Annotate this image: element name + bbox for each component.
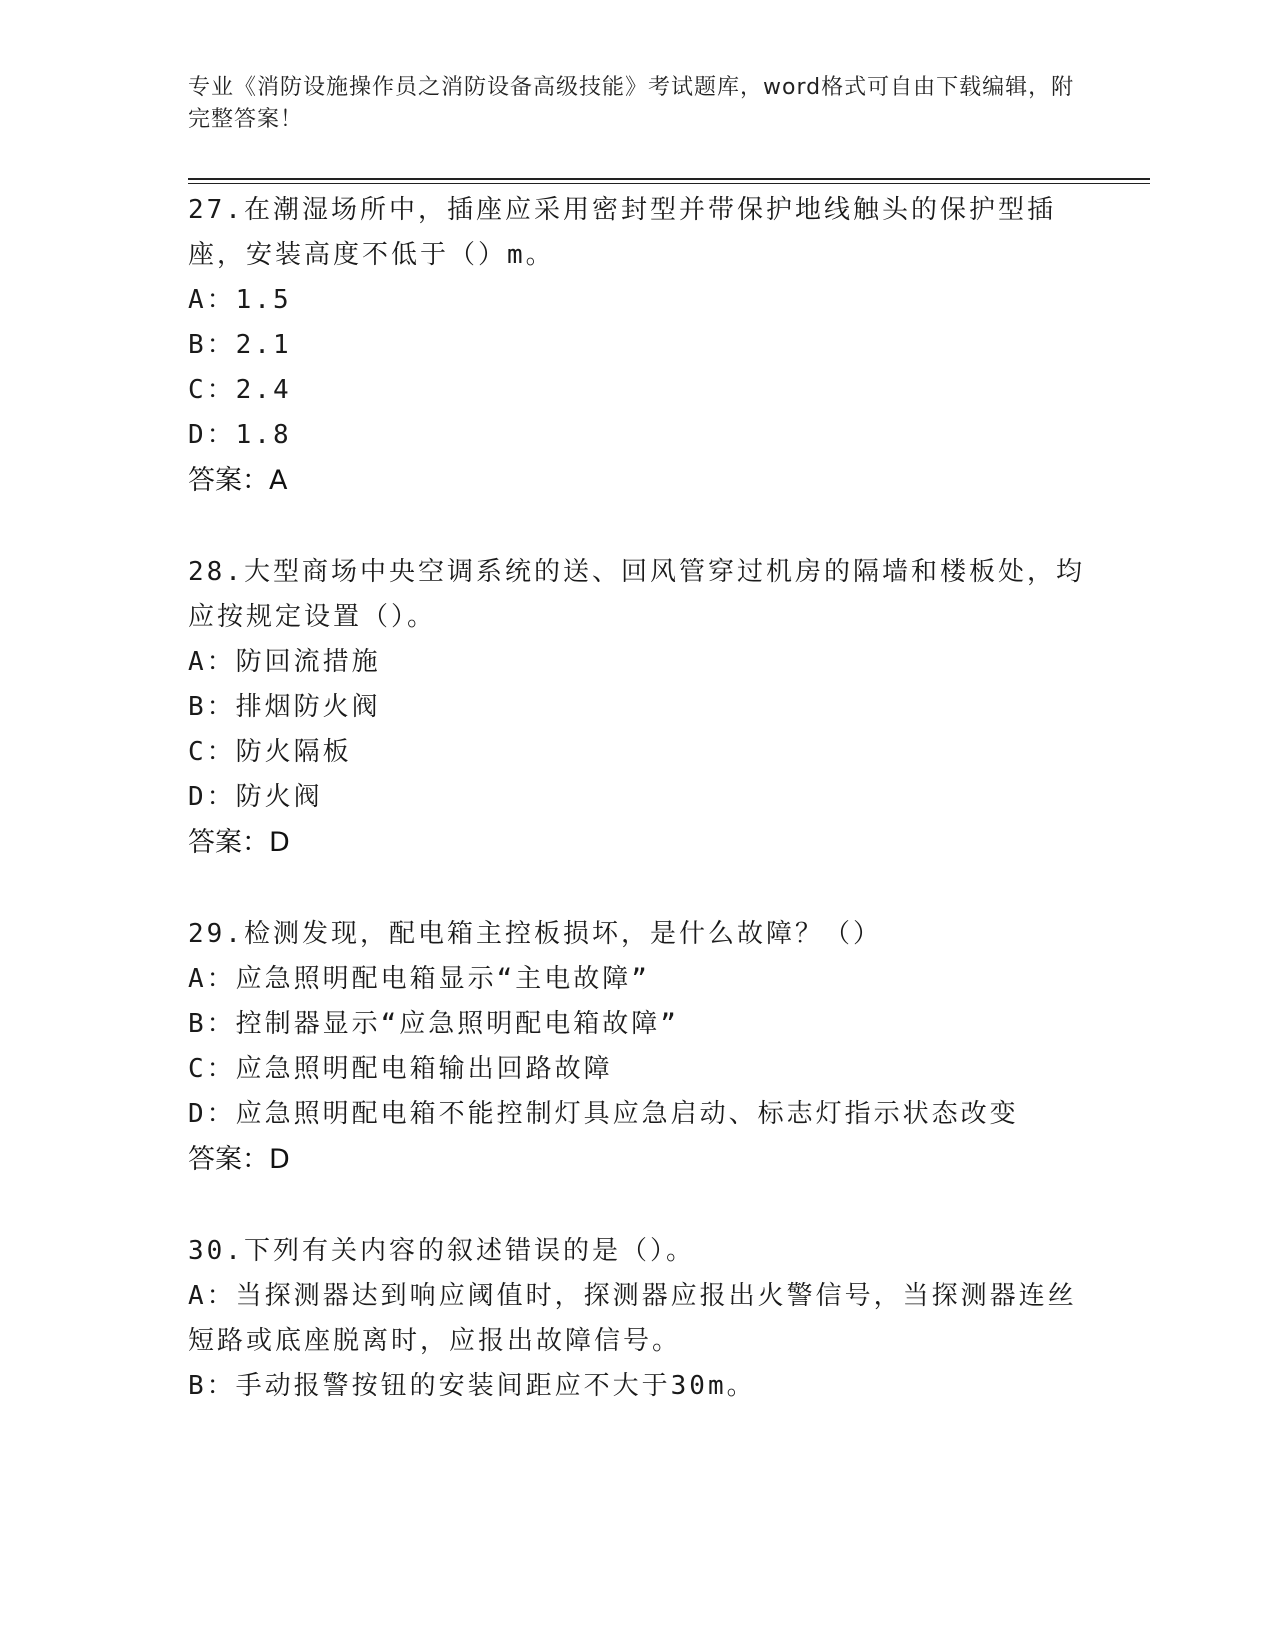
option-b: B：2.1	[188, 330, 292, 360]
option-c: C：应急照明配电箱输出回路故障	[188, 1054, 613, 1084]
header-divider-thick	[188, 178, 1150, 180]
question-stem: 27.在潮湿场所中，插座应采用密封型并带保护地线触头的保护型插座，安装高度不低于（）m。	[188, 195, 1056, 270]
question-spacer	[188, 1182, 1088, 1229]
option-b: B：排烟防火阀	[188, 692, 381, 722]
option-d: D：防火阀	[188, 782, 323, 812]
question-stem: 30.下列有关内容的叙述错误的是（）。	[188, 1236, 695, 1266]
option-a: A：当探测器达到响应阈值时，探测器应报出火警信号，当探测器连丝短路或底座脱离时，应报出故障信号。	[188, 1281, 1077, 1356]
option-b: B：手动报警按钮的安装间距应不大于30m。	[188, 1371, 756, 1401]
answer: 答案：A	[188, 465, 288, 496]
question-30	[188, 1229, 1088, 1409]
option-a: A：应急照明配电箱显示“主电故障”	[188, 964, 650, 994]
option-a: A：防回流措施	[188, 647, 381, 677]
question-spacer	[188, 865, 1088, 912]
answer: 答案：D	[188, 827, 290, 858]
option-a: A：1.5	[188, 285, 292, 315]
question-28	[188, 550, 1088, 865]
option-d: D：应急照明配电箱不能控制灯具应急启动、标志灯指示状态改变	[188, 1099, 1019, 1129]
question-list	[188, 188, 1088, 1409]
question-stem: 29.检测发现，配电箱主控板损坏，是什么故障？（）	[188, 919, 882, 949]
answer: 答案：D	[188, 1144, 290, 1175]
question-stem: 28.大型商场中央空调系统的送、回风管穿过机房的隔墙和楼板处，均应按规定设置（）。	[188, 557, 1085, 632]
option-c: C：2.4	[188, 375, 292, 405]
option-c: C：防火隔板	[188, 737, 352, 767]
option-b: B：控制器显示“应急照明配电箱故障”	[188, 1009, 679, 1039]
question-29	[188, 912, 1088, 1182]
question-spacer	[188, 503, 1088, 550]
option-d: D：1.8	[188, 420, 292, 450]
header-divider-thin	[188, 183, 1150, 184]
question-27	[188, 188, 1088, 503]
document-header: 专业《消防设施操作员之消防设备高级技能》考试题库，word格式可自由下载编辑，附完整答案！	[188, 75, 1075, 132]
